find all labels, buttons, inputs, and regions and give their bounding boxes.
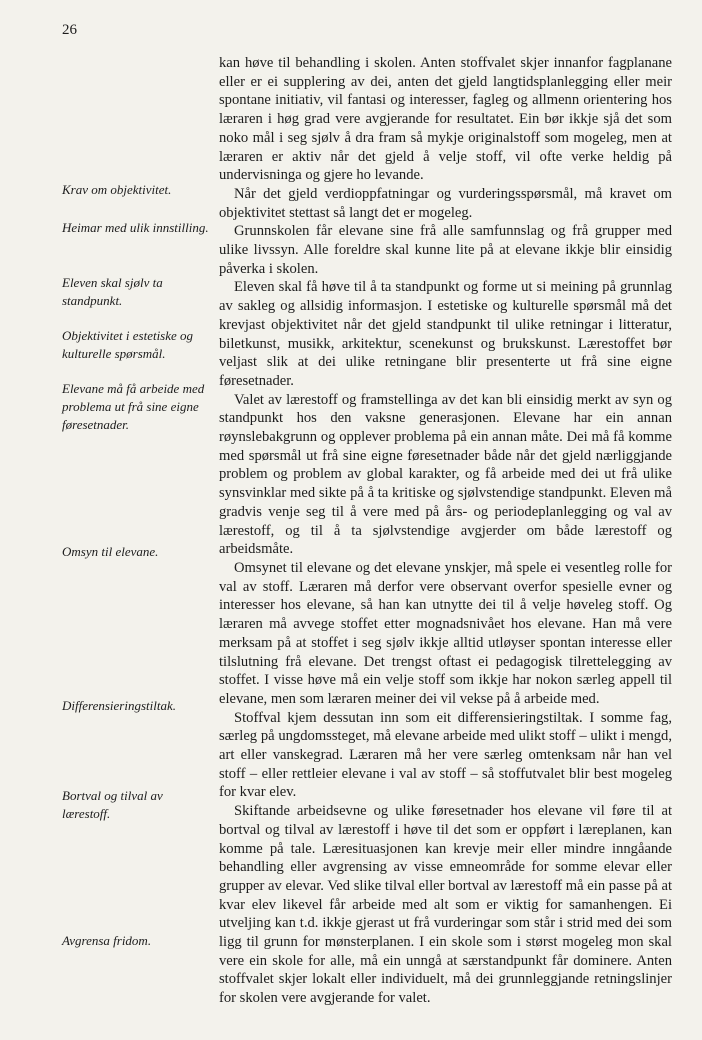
paragraph: Når det gjeld verdioppfatningar og vurderingsspørsmål, må kravet om objektivitet stettast så langt det er mogeleg. [219,185,672,221]
paragraph: Omsynet til elevane og det elevane ynskjer, må spele ei vesentleg rolle for val av stoff. Læraren må derfor vere observant overfor spesielle evner og interesser hos elevane, så han kan utnytte dei til å velje høveleg stoff. Og læraren må avvege stoffet etter mognadsnivået hos elevane. Han må vere merksam på at stoffet i seg sjølv ikkje alltid utløyser spontan interesse eller tilslutning frå elevane. Det trengst oftast ei pedagogisk tilrettelegging av stoffet. I visse høve må ein velje stoff som ikkje har nokon særleg appell til elevane, men som læraren meiner dei vil vekse på å arbeide med. [219,559,672,707]
paragraph: Stoffval kjem dessutan inn som eit differensieringstiltak. I somme fag, særleg på ungdomssteget, må elevane arbeide med ulikt stoff – ulikt i mengd, art eller vanskegrad. Læraren må her vere særleg omtenksam når han vel stoff – eller rettleier elevane i val av stoff – så stoffutvalet blir best mogeleg for kvar elev. [219,709,672,801]
paragraph: Valet av lærestoff og framstellinga av det kan bli einsidig merkt av syn og standpunkt hos den vaksne generasjonen. Elevane har ein annan røynslebakgrunn og opplever problema på ein annan måte. Dei må få komme med spørsmål ut frå sine eigne føresetnader både når det gjeld nærliggjande problem og problem av global karakter, og få arbeide med dei ut frå ulike synsvinklar med sikte på å ta kritiske og sjølvstendige standpunkt. Eleven må gradvis venje seg til å vere med på års- og periodeplanlegging og val av lærestoff, og til å ta sjølvstendige avgjerder om både lærestoff og arbeidsmåte. [219,391,672,558]
margin-note-krav-om-objektivitet: Krav om objektivitet. [62,182,172,197]
paragraph: Skiftande arbeidsevne og ulike føresetnader hos elevane vil føre til at bortval og tilval av lærestoff i høve til det som er oppført i læreplanen, kan komme på tale. Læresituasjonen kan krevje meir eller mindre inngåande behandling eller avgrensing av visse emneområde for somme elevar eller grupper av elevar. Ved slike tilval eller bortval av lærestoff må ein passe på at kvar elev likevel får arbeide med alt som er viktig for samanhengen. Ei utveljing kan t.d. ikkje gjerast ut frå vurderingar som står i strid med dei som ligg til grunn for mønsterplanen. I ein skole som i størst mogeleg mon skal vere ein skole for alle, må ein unngå at særstandpunkt får dominere. Anten stoffvalet skjer lokalt eller individuelt, må dei grunnleggjande retningslinjer for skolen vere avgjerande for valet. [219,803,672,1007]
paragraph: Eleven skal få høve til å ta standpunkt og forme ut si meining på grunnlag av sakleg og allsidig informasjon. I estetiske og kulturelle spørsmål må det krevjast objektivitet når det gjeld standpunkt til ulike retningar i litteratur, biletkunst, musikk, arkitektur, scenekunst og brukskunst. Lærestoffet bør veljast slik at dei ulike retningane blir presenterte ut frå sine eigne føresetnader. [219,279,672,389]
margin-note-omsyn: Omsyn til elevane. [62,544,159,559]
paragraph: kan høve til behandling i skolen. Anten stoffvalet skjer innanfor fagplanane eller er ei supplering av dei, anten det gjeld langtidsplanlegging eller meir spontane initiativ, vil fantasi og interesser, fagleg og allmenn orientering hos læraren i høg grad vere avgjerande for resultatet. Ein bør ikkje sjå det som noko mål i seg sjølv å dra fram så mykje originalstoff som mogeleg, men at læraren er aktiv når det gjeld å velje stoff, vil ofte verke heldig på undervisninga og gjere ho levande. [219,55,672,184]
margin-note-elevane-problema: Elevane må få arbeide med problema ut frå sine eigne føresetnader. [62,381,205,432]
body-text [219,54,672,1008]
margin-note-avgrensa-fridom: Avgrensa fridom. [62,933,152,948]
margin-note-eleven-standpunkt: Eleven skal sjølv ta standpunkt. [62,275,163,308]
margin-note-differensiering: Differensieringstiltak. [62,698,176,713]
page-number: 26 [62,22,77,38]
paragraph: Grunnskolen får elevane sine frå alle samfunnslag og frå grupper med ulike livssyn. Alle foreldre skal kunne lite på at elevane ikkje blir einsidig påverka i skolen. [219,223,672,277]
margin-note-bortval-tilval: Bortval og tilval av lærestoff. [62,788,163,821]
margin-note-objektivitet-estetiske: Objektivitet i estetiske og kulturelle spørsmål. [62,328,194,361]
margin-note-heimar: Heimar med ulik innstilling. [62,220,209,235]
